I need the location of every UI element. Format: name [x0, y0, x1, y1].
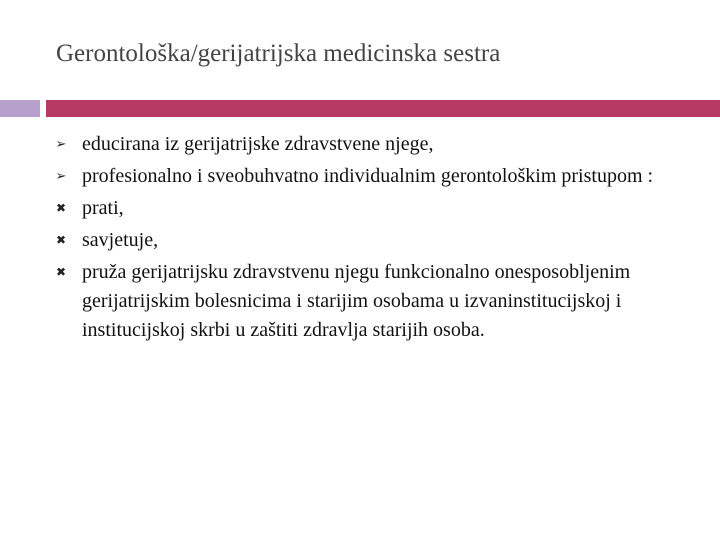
slide-title: Gerontološka/gerijatrijska medicinska sestra	[56, 40, 501, 67]
list-item-text: educirana iz gerijatrijske zdravstvene njege,	[82, 133, 434, 155]
accent-bar-left	[0, 100, 40, 117]
bullet-list	[52, 130, 702, 348]
list-item-text: pruža gerijatrijsku zdravstvenu njegu funkcionalno onesposobljenim gerijatrijskim bolesnicima i starijim osobama u izvaninstitucijskoj i institucijskoj skrbi u zaštiti zdravlja starijih osoba.	[82, 261, 631, 341]
list-item-text: prati,	[82, 197, 124, 219]
cross-bullet-icon: ✖	[55, 233, 67, 247]
list-item-text: savjetuje,	[82, 229, 159, 251]
cross-bullet-icon: ✖	[55, 201, 67, 215]
list-item	[52, 194, 702, 223]
list-item	[52, 162, 702, 191]
list-item	[52, 130, 702, 159]
cross-bullet-icon: ✖	[55, 265, 67, 279]
list-item	[52, 226, 702, 255]
list-item-text: profesionalno i sveobuhvatno individualnim gerontološkim pristupom :	[82, 165, 654, 187]
arrowhead-bullet-icon: ➢	[55, 137, 67, 152]
list-item	[52, 258, 702, 345]
arrowhead-bullet-icon: ➢	[55, 169, 67, 184]
accent-bar-right	[46, 100, 720, 117]
